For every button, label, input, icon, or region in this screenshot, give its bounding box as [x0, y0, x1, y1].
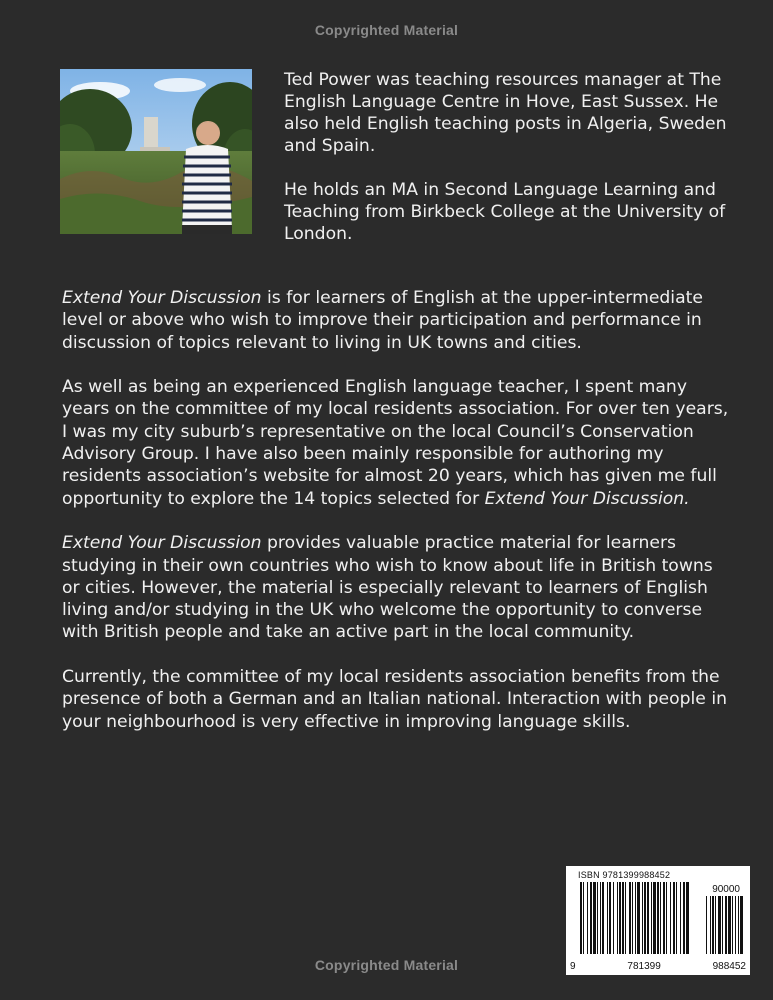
barcode-addon-bar: [710, 896, 711, 954]
barcode-bar: [632, 882, 633, 954]
barcode-bar: [651, 882, 652, 954]
barcode-bar: [600, 882, 601, 954]
barcode-bar: [676, 882, 677, 954]
barcode-bar: [657, 882, 659, 954]
barcode-bar: [660, 882, 661, 954]
barcode-bar: [647, 882, 649, 954]
bio-paragraph-2: He holds an MA in Second Language Learning and Teaching from Birkbeck College at the University of London.: [284, 180, 726, 244]
barcode-bar: [653, 882, 656, 954]
isbn-label: ISBN 9781399988452: [578, 870, 671, 880]
barcode-bar: [644, 882, 646, 954]
book-title: Extend Your Discussion: [62, 533, 262, 554]
watermark-bottom: Copyrighted Material: [314, 957, 459, 973]
watermark-top: Copyrighted Material: [314, 22, 459, 38]
barcode-bar: [580, 882, 582, 954]
barcode-bar: [587, 882, 588, 954]
barcode-addon-bar: [712, 896, 714, 954]
barcode-bar: [590, 882, 592, 954]
barcode-bar: [607, 882, 608, 954]
book-description: [62, 287, 732, 755]
author-photo: [60, 69, 252, 234]
barcode-bar: [670, 882, 671, 954]
barcode-bar: [680, 882, 681, 954]
barcode-bar: [617, 882, 618, 954]
barcode-addon-bar: [715, 896, 716, 954]
price-code: 90000: [712, 884, 740, 895]
author-bio: [284, 69, 744, 267]
barcode-bar: [629, 882, 631, 954]
barcode-bar: [666, 882, 667, 954]
barcode-bar: [683, 882, 685, 954]
barcode-addon-bar: [718, 896, 721, 954]
barcode-bar: [663, 882, 665, 954]
barcode-addon-bar: [725, 896, 727, 954]
barcode-addon-bar: [732, 896, 733, 954]
barcode-bar: [597, 882, 598, 954]
barcode-bar: [613, 882, 614, 954]
barcode-addon-bar: [722, 896, 723, 954]
ean-digits: 9 781399 988452: [570, 961, 746, 972]
book-title: Extend Your Discussion.: [484, 488, 690, 509]
barcode-bar: [642, 882, 643, 954]
barcode-bar: [673, 882, 675, 954]
barcode-addon-bar: [740, 896, 743, 954]
book-title: Extend Your Discussion: [62, 288, 262, 308]
barcode-bar: [593, 882, 596, 954]
barcode-bar: [609, 882, 611, 954]
description-paragraph-1: Extend Your Discussion is for learners of English at the upper-intermediate level or above who wish to improve their participation and performance in discussion of topics relevant to living in UK towns and cities.: [62, 288, 703, 353]
barcode-bar: [619, 882, 621, 954]
bio-paragraph-1: Ted Power was teaching resources manager at The English Language Centre in Hove, East Sussex. He also held English teaching posts in Algeria, Sweden and Spain.: [284, 70, 727, 156]
barcode-bars: [570, 882, 746, 958]
barcode-bar: [602, 882, 604, 954]
barcode-bar: [625, 882, 626, 954]
barcode-bar: [583, 882, 584, 954]
description-paragraph-3: Extend Your Discussion provides valuable practice material for learners studying in their own countries who wish to know about life in British towns or cities. However, the material is especially relevant to learners of English living and/or studying in the UK who welcome the opportunity to converse with British people and take an active part in the local community.: [62, 533, 713, 643]
description-paragraph-2: As well as being an experienced English language teacher, I spent many years on the committee of my local residents association. For over ten years, I was my city suburb’s representative on the local Council’s Conservation Advisory Group. I have also been mainly responsible for authoring my residents association’s website for almost 20 years, which has given me full opportunity to explore the 14 topics selected for Extend Your Discussion.: [62, 377, 729, 509]
barcode-bar: [635, 882, 636, 954]
barcode-bar: [686, 882, 689, 954]
barcode-addon-bar: [728, 896, 731, 954]
barcode-addon-bar: [738, 896, 739, 954]
barcode-bar: [637, 882, 640, 954]
description-paragraph-4: Currently, the committee of my local residents association benefits from the presence of both a German and an Italian national. Interaction with people in your neighbourhood is very effective in improving language skills.: [62, 667, 727, 732]
barcode-addon-bar: [735, 896, 736, 954]
barcode-bar: [622, 882, 624, 954]
barcode-addon-bar: [706, 896, 707, 954]
